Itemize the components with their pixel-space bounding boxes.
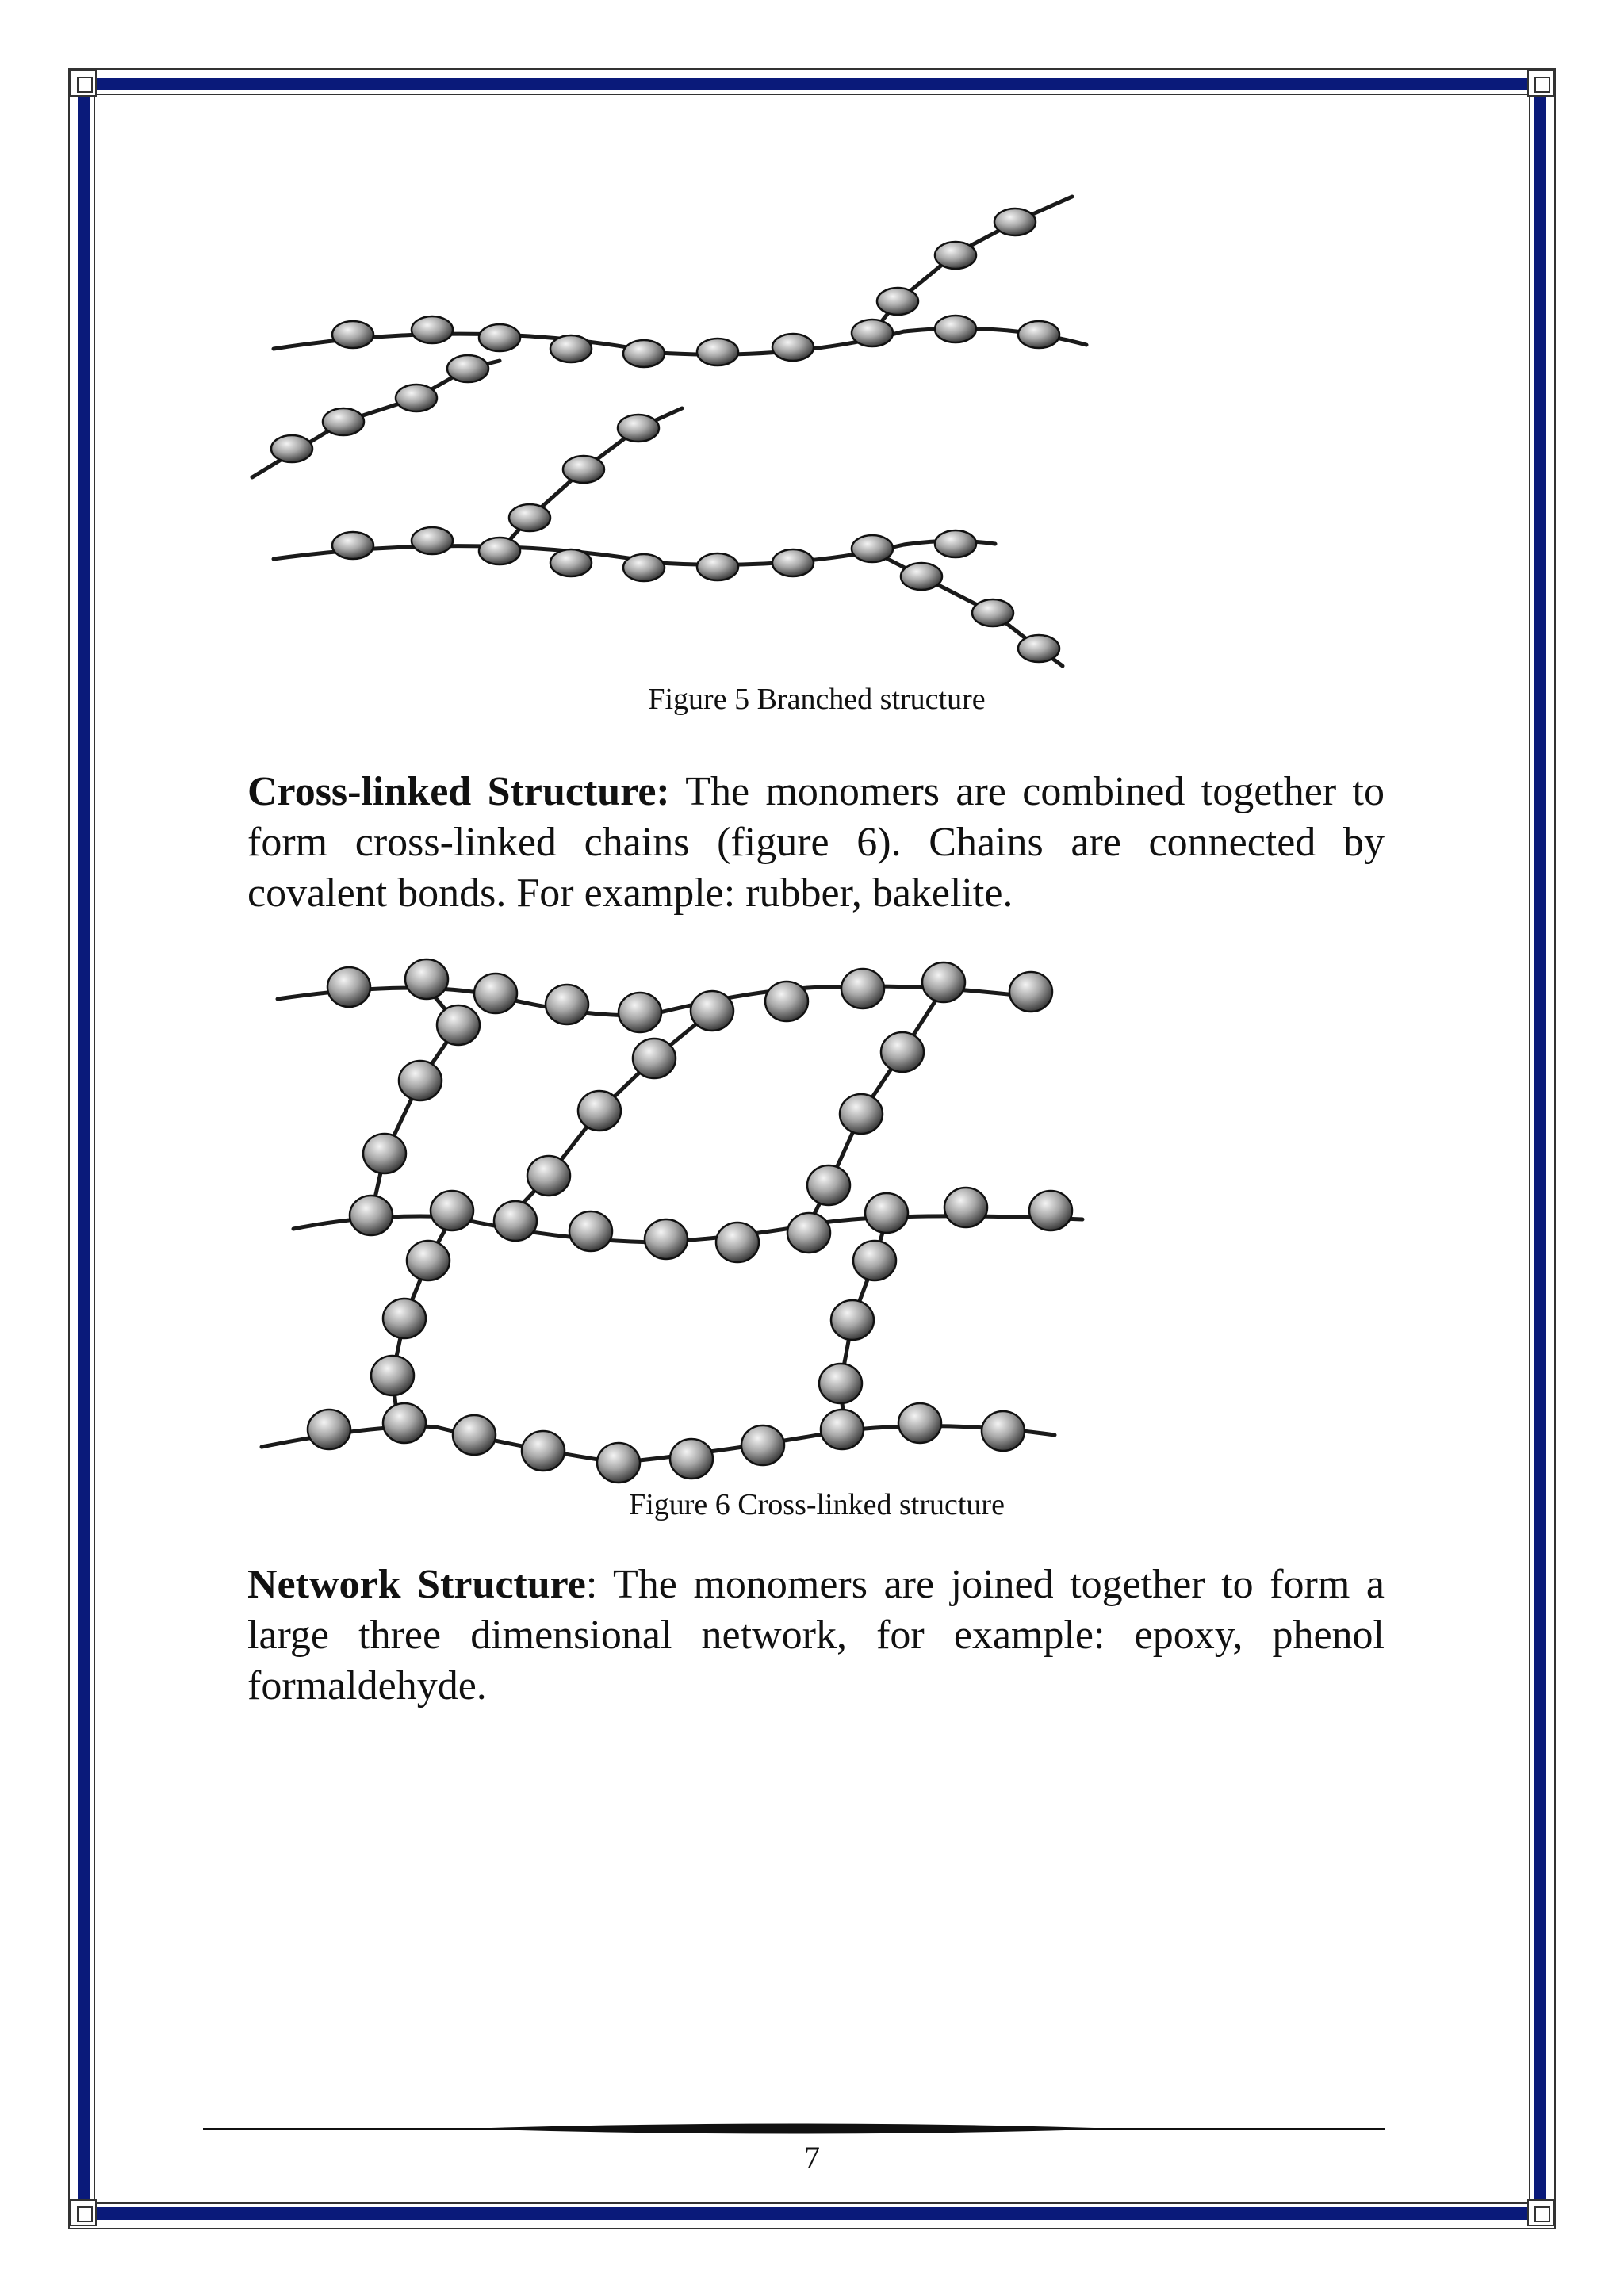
monomer-bead [841, 969, 884, 1008]
network-heading: Network Structure [247, 1562, 586, 1607]
monomer-bead [697, 339, 738, 365]
monomer-bead [772, 334, 814, 361]
monomer-bead [852, 535, 893, 562]
monomer-bead [332, 321, 373, 348]
monomer-bead [633, 1039, 676, 1078]
monomer-bead [453, 1415, 496, 1455]
monomer-bead [271, 435, 312, 462]
monomer-bead [787, 1213, 830, 1253]
monomer-bead [877, 288, 918, 315]
monomer-bead [994, 209, 1036, 235]
monomer-bead [935, 242, 976, 269]
monomer-bead [527, 1156, 570, 1196]
monomer-bead [922, 962, 965, 1002]
corner-ornament [1527, 2199, 1554, 2226]
monomer-bead [597, 1443, 640, 1483]
monomer-bead [819, 1364, 862, 1403]
figure-6-beads [308, 959, 1072, 1483]
figure-5-caption: Figure 5 Branched structure [648, 683, 986, 716]
monomer-bead [563, 456, 604, 483]
monomer-bead [308, 1410, 350, 1449]
monomer-bead [1018, 635, 1059, 662]
monomer-bead [645, 1219, 688, 1259]
cross-linked-paragraph [247, 767, 1385, 919]
monomer-bead [765, 982, 808, 1021]
monomer-bead [901, 563, 942, 590]
monomer-bead [935, 316, 976, 342]
monomer-bead [623, 554, 665, 581]
monomer-bead [772, 549, 814, 576]
cross-linked-heading: Cross-linked Structure: [247, 769, 670, 814]
monomer-bead [619, 993, 661, 1032]
monomer-bead [623, 340, 665, 367]
monomer-bead [412, 316, 453, 343]
monomer-bead [807, 1165, 850, 1205]
figure-6-caption: Figure 6 Cross-linked structure [629, 1488, 1005, 1521]
monomer-bead [437, 1005, 480, 1045]
monomer-bead [741, 1425, 784, 1465]
monomer-bead [447, 355, 488, 382]
monomer-bead [323, 408, 364, 435]
monomer-bead [831, 1300, 874, 1340]
monomer-bead [569, 1211, 612, 1251]
corner-ornament [70, 70, 97, 97]
monomer-bead [474, 974, 517, 1013]
monomer-bead [716, 1223, 759, 1262]
monomer-bead [399, 1061, 442, 1100]
cross-linked-body: The monomers are combined together to form cross-linked chains (figure 6). Chains are connected by covalent bonds. For example: rubber, bakelite. [247, 769, 1385, 916]
monomer-bead [982, 1411, 1025, 1451]
figure-5-beads [271, 209, 1059, 662]
monomer-bead [494, 1201, 537, 1241]
monomer-bead [332, 532, 373, 559]
monomer-bead [1029, 1191, 1072, 1230]
monomer-bead [383, 1299, 426, 1338]
network-paragraph [247, 1559, 1385, 1712]
monomer-bead [509, 504, 550, 531]
monomer-bead [405, 959, 448, 999]
monomer-bead [1018, 321, 1059, 348]
monomer-bead [479, 538, 520, 564]
monomer-bead [821, 1410, 864, 1449]
figure-6-cross-linked-diagram [254, 955, 1094, 1494]
monomer-bead [327, 967, 370, 1007]
monomer-bead [363, 1134, 406, 1173]
monomer-bead [431, 1191, 473, 1230]
monomer-bead [546, 985, 588, 1024]
network-body: : The monomers are joined together to form a large three dimensional network, for example: epoxy, phenol formaldehyde. [247, 1562, 1385, 1709]
footer-rule [203, 2122, 1385, 2136]
monomer-bead [578, 1091, 621, 1131]
monomer-bead [371, 1356, 414, 1395]
monomer-bead [670, 1439, 713, 1479]
page-number: 7 [804, 2140, 820, 2175]
monomer-bead [618, 415, 659, 442]
monomer-bead [412, 527, 453, 554]
monomer-bead [383, 1403, 426, 1443]
monomer-bead [407, 1241, 450, 1280]
monomer-bead [840, 1094, 883, 1134]
monomer-bead [944, 1188, 987, 1227]
corner-ornament [70, 2199, 97, 2226]
monomer-bead [522, 1431, 565, 1471]
monomer-bead [881, 1032, 924, 1072]
monomer-bead [972, 599, 1013, 626]
monomer-bead [550, 549, 592, 576]
monomer-bead [898, 1403, 941, 1443]
monomer-bead [853, 1241, 896, 1280]
monomer-bead [396, 385, 437, 411]
monomer-bead [479, 324, 520, 351]
monomer-bead [350, 1196, 393, 1235]
figure-5-branched-diagram [238, 190, 1110, 682]
monomer-bead [1009, 972, 1052, 1012]
corner-ornament [1527, 70, 1554, 97]
monomer-bead [935, 530, 976, 557]
monomer-bead [550, 335, 592, 362]
monomer-bead [697, 553, 738, 580]
monomer-bead [865, 1193, 908, 1233]
monomer-bead [852, 320, 893, 346]
monomer-bead [691, 991, 733, 1031]
